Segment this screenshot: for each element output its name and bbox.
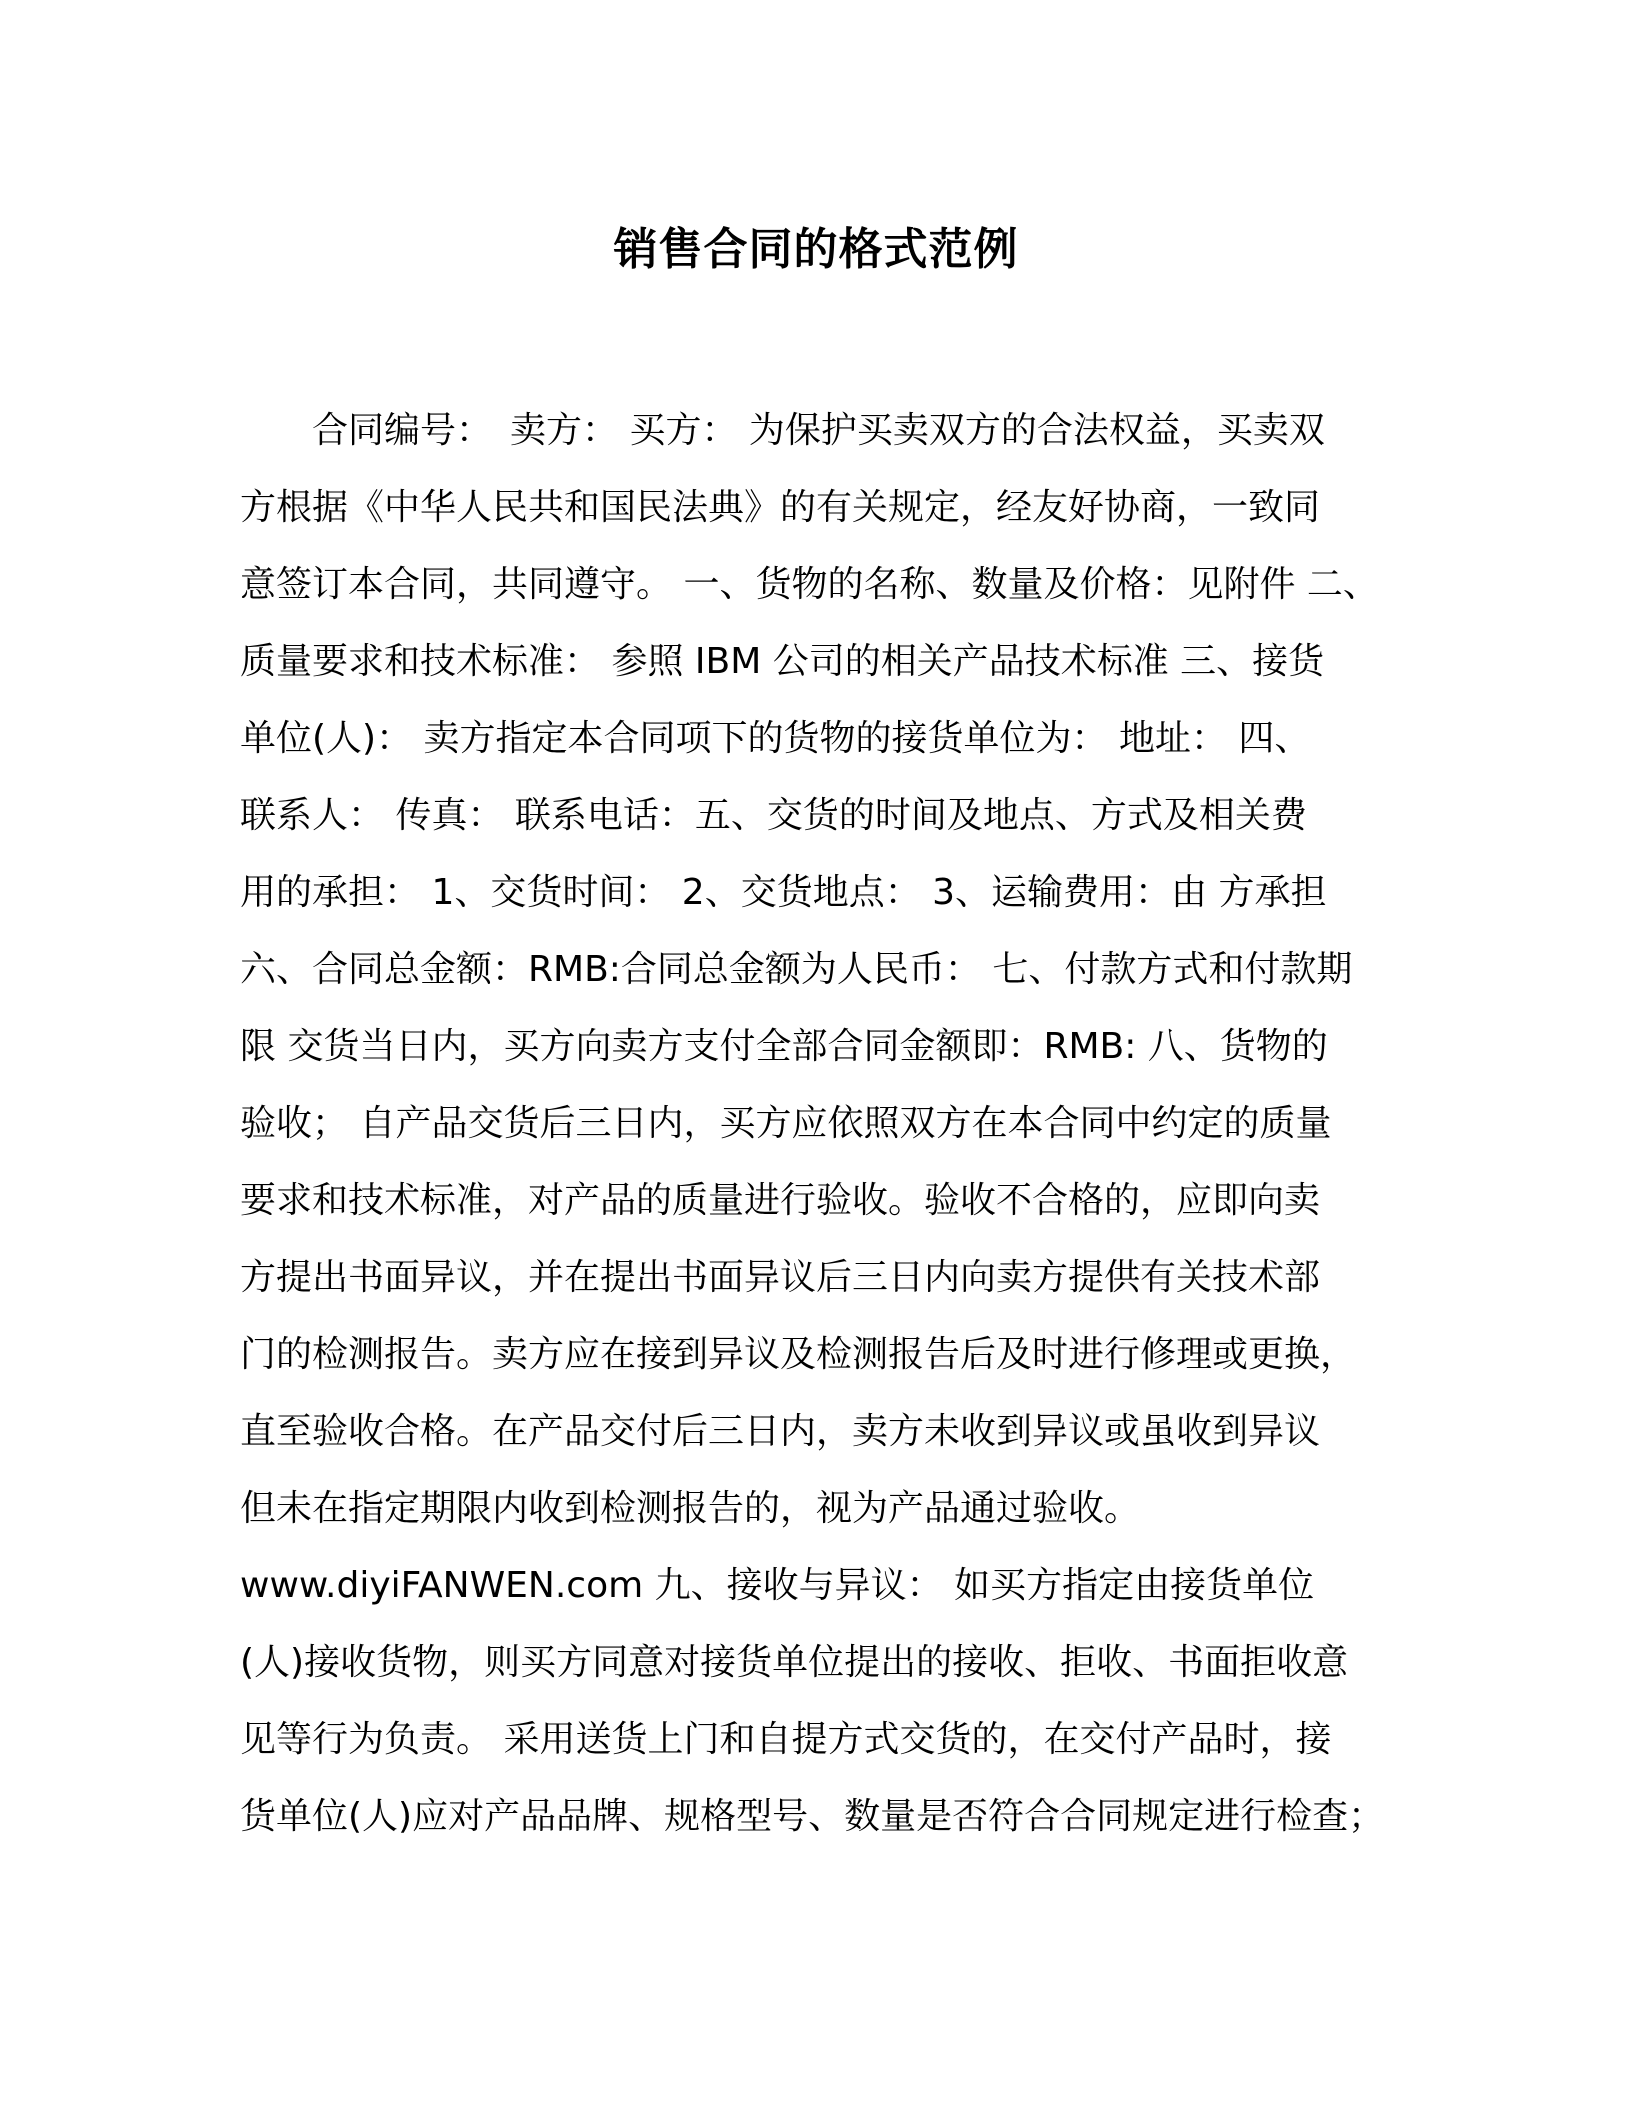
body-line: 验收； 自产品交货后三日内，买方应依照双方在本合同中约定的质量 — [240, 1103, 1332, 1144]
body-line: www.diyiFANWEN.com 九、接收与异议： 如买方指定由接货单位 — [240, 1565, 1315, 1606]
body-line: 六、合同总金额：RMB:合同总金额为人民币： 七、付款方式和付款期 — [240, 949, 1353, 990]
body-line: 门的检测报告。卖方应在接到异议及检测报告后及时进行修理或更换， — [240, 1334, 1357, 1375]
body-line: 见等行为负责。 采用送货上门和自提方式交货的，在交付产品时，接 — [240, 1719, 1332, 1760]
body-line: 要求和技术标准，对产品的质量进行验收。验收不合格的，应即向卖 — [240, 1180, 1321, 1221]
body-line: 直至验收合格。在产品交付后三日内，卖方未收到异议或虽收到异议 — [240, 1411, 1321, 1452]
document-title: 销售合同的格式范例 — [613, 224, 1019, 275]
body-line: 质量要求和技术标准： 参照 IBM 公司的相关产品技术标准 三、接货 — [240, 641, 1325, 682]
body-line: 但未在指定期限内收到检测报告的，视为产品通过验收。 — [240, 1488, 1141, 1529]
body-line: 货单位(人)应对产品品牌、规格型号、数量是否符合合同规定进行检查； — [240, 1796, 1385, 1837]
body-line: 限 交货当日内，买方向卖方支付全部合同金额即：RMB: 八、货物的 — [240, 1026, 1328, 1067]
body-line: 意签订本合同，共同遵守。 一、货物的名称、数量及价格：见附件 二、 — [240, 564, 1379, 605]
body-line: 用的承担： 1、交货时间： 2、交货地点： 3、运输费用：由 方承担 — [240, 872, 1327, 913]
body-line: 合同编号： 卖方： 买方： 为保护买卖双方的合法权益，买卖双 — [240, 410, 1325, 451]
body-line: (人)接收货物，则买方同意对接货单位提出的接收、拒收、书面拒收意 — [240, 1642, 1349, 1683]
document-body — [240, 392, 1408, 1855]
body-line: 单位(人)： 卖方指定本合同项下的货物的接货单位为： 地址： 四、 — [240, 718, 1311, 759]
body-line: 方提出书面异议，并在提出书面异议后三日内向卖方提供有关技术部 — [240, 1257, 1321, 1298]
body-line: 方根据《中华人民共和国民法典》的有关规定，经友好协商，一致同 — [240, 487, 1321, 528]
body-line: 联系人： 传真： 联系电话：五、交货的时间及地点、方式及相关费 — [240, 795, 1307, 836]
